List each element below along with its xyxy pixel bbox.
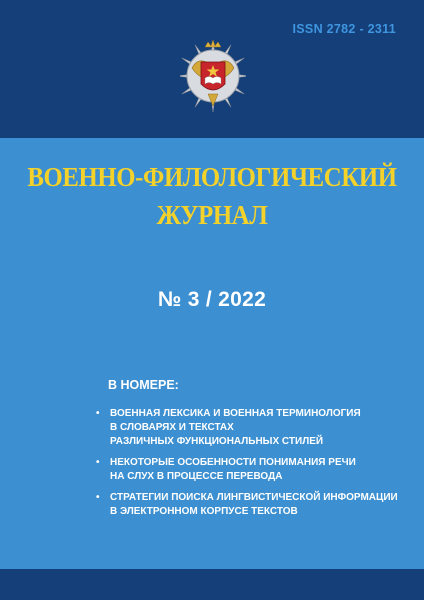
- contents-item: [96, 456, 416, 484]
- contents-item-line: РАЗЛИЧНЫХ ФУНКЦИОНАЛЬНЫХ СТИЛЕЙ: [110, 436, 324, 447]
- bullet-icon: •: [96, 492, 100, 503]
- journal-title-line-2: ЖУРНАЛ: [156, 199, 268, 230]
- issue-number: № 3 / 2022: [157, 288, 267, 311]
- contents-item: [96, 407, 416, 449]
- contents-item: [96, 491, 416, 519]
- military-heraldic-emblem-icon: [180, 34, 246, 124]
- contents-item-line: НА СЛУХ В ПРОЦЕССЕ ПЕРЕВОДА: [110, 471, 283, 482]
- contents-heading: В НОМЕРЕ:: [108, 378, 179, 392]
- bottom-band: [0, 569, 424, 600]
- contents-item-line: СТРАТЕГИИ ПОИСКА ЛИНГВИСТИЧЕСКОЙ ИНФОРМАЦИИ: [110, 492, 398, 503]
- bullet-icon: •: [96, 457, 100, 468]
- contents-item-line: В СЛОВАРЯХ И ТЕКСТАХ: [110, 422, 234, 433]
- journal-title-line-1: ВОЕННО-ФИЛОЛОГИЧЕСКИЙ: [27, 161, 397, 192]
- contents-item-line: НЕКОТОРЫЕ ОСОБЕННОСТИ ПОНИМАНИЯ РЕЧИ: [110, 457, 356, 468]
- bullet-icon: •: [96, 408, 100, 419]
- issn-label: ISSN 2782 - 2311: [292, 22, 396, 36]
- contents-item-line: В ЭЛЕКТРОННОМ КОРПУСЕ ТЕКСТОВ: [110, 506, 298, 517]
- contents-item-line: ВОЕННАЯ ЛЕКСИКА И ВОЕННАЯ ТЕРМИНОЛОГИЯ: [110, 408, 361, 419]
- journal-title: [21, 158, 403, 234]
- contents-list: [96, 407, 416, 526]
